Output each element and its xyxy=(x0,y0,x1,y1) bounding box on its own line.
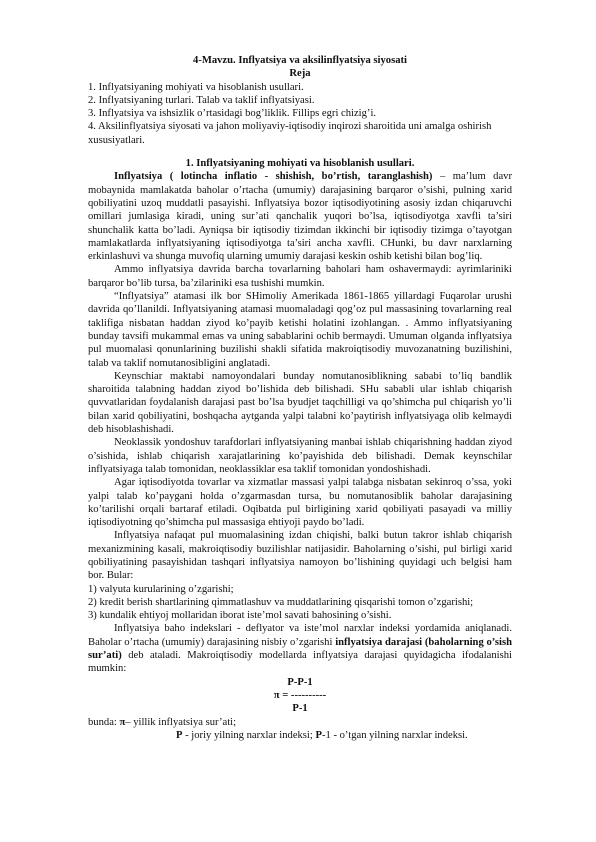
formula-legend-pi xyxy=(88,716,512,729)
plan-list xyxy=(88,81,512,147)
text: -1 - o’tgan yilning narxlar indeksi. xyxy=(321,729,468,741)
plan-item: 3. Inflyatsiya va ishsizlik o’rtasidagi bog’liklik. Fillips egri chizig’i. xyxy=(88,108,377,120)
text: – yillik inflyatsiya sur’ati; xyxy=(125,716,237,728)
signs-list xyxy=(88,583,512,623)
p-symbol: P xyxy=(315,729,322,741)
text: Inflyatsiya baho indekslari - deflyator va iste’mol narxlar indeksi yordamida aniqlanadi. Baholar o’rtacha (umumiy) darajasining nisbiy o’zgarishi xyxy=(88,623,512,648)
paragraph: Inflyatsiya nafaqat pul muomalasining izdan chiqishi, balki butun takror ishlab chiqarish mexanizmining kasali, makroiqtisodiy buzilishlar natijasidir. Baholarning o’sishi, pul birligi xarid qobiliyatining pasayishidan tashqari inflyatsiya namoyon bo’lishining quyidagi uch belgisi ham bor. Bular: xyxy=(88,530,512,582)
document-title: 4-Mavzu. Inflyatsiya va aksilinflyatsiya siyosati xyxy=(193,55,407,66)
paragraph: Ammo inflyatsiya davrida barcha tovarlarning baholari ham oshavermaydi: ayrimlariniki barqaror bo’lib tursa, ba’zilariniki esa tushishi mumkin. xyxy=(88,264,512,289)
text: deb ataladi. Makroiqtisodiy modellarda inflyatsiya darajasi quyidagicha ifodalanishi mumkin: xyxy=(88,650,512,675)
formula-legend-p xyxy=(88,729,512,742)
text: - joriy yilning narxlar indeksi; xyxy=(182,729,316,741)
list-item: 3) kundalik ehtiyoj mollaridan iborat iste’mol savati bahosining o’sishi. xyxy=(88,610,392,622)
list-item: 2) kredit berish shartlarining qimmatlashuv va muddatlarining qisqarishi tomon o’zgarishi; xyxy=(88,596,474,608)
paragraph: Keynschiar maktabi namoyondalari bunday nomutanosiblikning sababi to’liq bandlik sharoitida talabning haddan ziyod bo’lishida deb bilishadi. SHu sababli ular ishlab chiqarish quvvatlaridan foydalanish darajasi past bo’lsa byudjet taqchilligi va qo’shimcha pul chiqarish yo’li bilan xarid qobiliyatini, boshqacha aytganda yalpi talabni ko’paytirish inflyatsiyaga olib kelmaydi deb hisoblashishadi. xyxy=(88,370,512,436)
paragraph: “Inflyatsiya” atamasi ilk bor SHimoliy Amerikada 1861-1865 yillardagi Fuqarolar urushi davrida qo’llanildi. Inflyatsiyaning atamasi muomaladagi qog’oz pul massasining tovarlarning real taklifiga nisbatan haddan ziyod ko’payib ketishi holatini izohlangan. . Ammo inflyatsiyaning bunday tavsifi mukammal emas va uning sabablarini ochib bermaydi. Umuman olganda inflyatsiya pul muomalasi qonunlarining buzilishi shakli sifatida makroiqtisodiy muvozanatning buzilishini, talab va taklif nomutanosibligini anglatadi. xyxy=(88,291,512,369)
p-symbol: P xyxy=(176,729,183,741)
inflation-rate-term: inflyatsiya darajasi (baholarning o’sish sur’ati) xyxy=(88,636,513,662)
plan-item: 2. Inflyatsiyaning turlari. Talab va taklif inflyatsiyasi. xyxy=(88,94,315,106)
plan-heading: Reja xyxy=(289,68,311,80)
formula-line: π = ---------- xyxy=(273,689,327,701)
paragraph-definition xyxy=(88,170,512,263)
definition-text: – ma’lum davr mobaynida mamlakatda baholar o’rtacha (umumiy) darajasining barqaror o’sishi, pulning xarid qobiliyatini uzoq muddatli pasayishi. Inflyatsiya bozor iqtisodiyotining asosiy izdan chiqaruvchi omillari jumlasiga kiradi, uning sur’ati qanchalik yuqori bo’lsa, iqtisodiyotga xavfli ta’siri shunchalik katta bo’ladi. Ayniqsa bir iqtisodiy tizimdan ikkinchi bir iqtisodiy tizimga o’tayotgan mamlakatlarda inflyatsiyaning iqtisodiyotga ta’siri ancha xavfli. CHunki, bu davr narxlarning erkinlashuvi va shunga muvofiq ularning umumiy darajasi keskin oshib ketishi bilan bog’liq. xyxy=(88,171,512,263)
paragraph: Neoklassik yondoshuv tarafdorlari inflyatsiyaning manbai ishlab chiqarishning haddan ziyod o’sishida, ishlab chiqarish xarajatlarining ko’payishida deb bilishadi. Demak keynschilar inflyatsiyaga talab tomonidan, neoklassiklar esa taklif tomonidan yondoshishadi. xyxy=(88,437,512,475)
text: bunda: xyxy=(88,716,120,728)
formula-numerator: P-P-1 xyxy=(287,676,313,688)
pi-symbol: π xyxy=(119,716,126,728)
formula-denominator: P-1 xyxy=(292,703,308,715)
paragraph: Agar iqtisodiyotda tovarlar va xizmatlar massasi yalpi talabga nisbatan sekinroq o’ssa, yoki yalpi talab ko’paygani holda o’zgarmasdan tursa, bu nomutanosiblik baholar darajasining ko’tarilishi orqali bartaraf etiladi. Oqibatda pul birligining xarid qobiliyati pasayadi va milliy iqtisodiyotning qo’shimcha pul massasiga ehtiyoji paydo bo’ladi. xyxy=(88,477,512,529)
section-heading: 1. Inflyatsiyaning mohiyati va hisoblanish usullari. xyxy=(185,158,415,170)
plan-item: 4. Aksilinflyatsiya siyosati va jahon moliyaviy-iqtisodiy inqirozi sharoitida uni amalga oshirish xususiyatlari. xyxy=(88,121,492,146)
paragraph-inflation-rate xyxy=(88,622,512,675)
plan-item: 1. Inflyatsiyaning mohiyati va hisoblanish usullari. xyxy=(88,81,304,93)
definition-term: Inflyatsiya ( lotincha inflatio - shishish, bo’rtish, taranglashish) xyxy=(114,171,433,183)
list-item: 1) valyuta kurularining o’zgarishi; xyxy=(88,583,234,595)
